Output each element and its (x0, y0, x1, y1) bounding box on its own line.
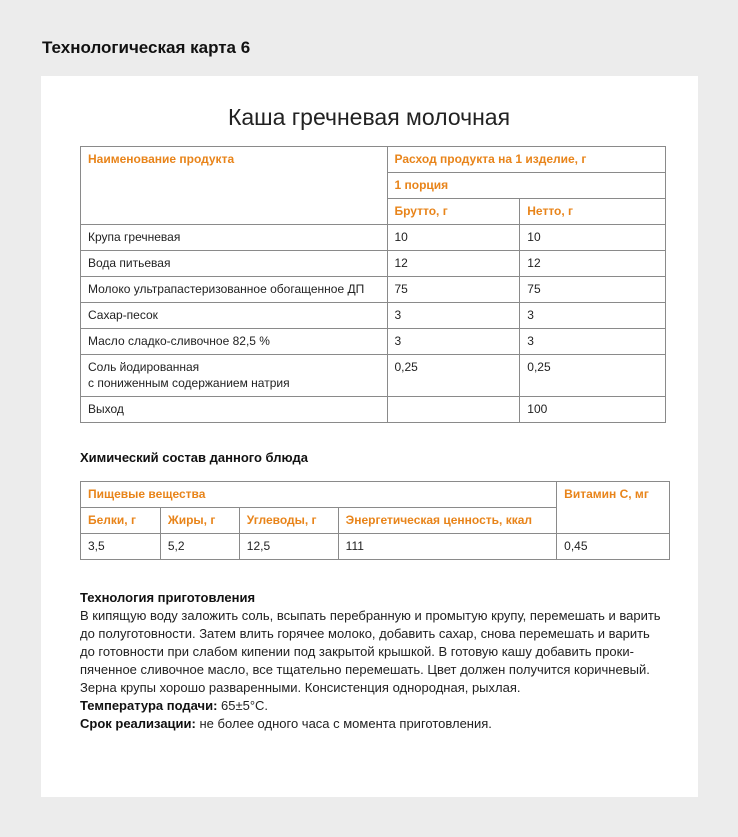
product-name: Молоко ультрапастеризованное обогащенное ДП (81, 277, 388, 303)
vitamin-value: 0,45 (557, 534, 670, 560)
shelf-life-label: Срок реализации: (80, 716, 196, 731)
netto-value: 12 (520, 251, 666, 277)
page-title: Технологическая карта 6 (42, 38, 251, 57)
netto-value: 75 (520, 277, 666, 303)
chemistry-title: Химический состав данного блюда (80, 450, 308, 465)
recipe-table (80, 146, 666, 423)
yield-brutto (387, 397, 520, 423)
netto-value: 3 (520, 329, 666, 355)
col-header-fats: Жиры, г (160, 508, 239, 534)
chemistry-table (80, 481, 670, 560)
col-header-energy: Энергетическая ценность, ккал (338, 508, 557, 534)
energy-value: 111 (338, 534, 557, 560)
yield-label: Выход (81, 397, 388, 423)
brutto-value: 10 (387, 225, 520, 251)
technology-text-line: В кипящую воду заложить соль, всыпать перебранную и промытую крупу, перемешать и варить (80, 608, 661, 623)
table-row (81, 329, 666, 355)
dish-title: Каша гречневая молочная (227, 104, 511, 130)
technology-text-line: до полуготовности. Затем влить горячее молоко, добавить сахар, снова перемешать и варить (80, 626, 650, 641)
table-row (81, 277, 666, 303)
serving-temperature (80, 697, 680, 715)
col-header-portion: 1 порция (387, 173, 666, 199)
table-row (81, 225, 666, 251)
product-name: Масло сладко-сливочное 82,5 % (81, 329, 388, 355)
shelf-life-value: не более одного часа с момента приготовления. (195, 716, 492, 731)
product-name: Вода питьевая (81, 251, 388, 277)
brutto-value: 3 (387, 303, 520, 329)
netto-value: 3 (520, 303, 666, 329)
netto-value: 10 (520, 225, 666, 251)
product-name: Крупа гречневая (81, 225, 388, 251)
chemistry-header-row (81, 482, 670, 508)
carbs-value: 12,5 (239, 534, 338, 560)
col-header-vitamin: Витамин С, мг (557, 482, 670, 534)
technology-text-line: Зерна крупы хорошо разваренными. Консистенция однородная, рыхлая. (80, 680, 521, 695)
col-header-product: Наименование продукта (81, 147, 388, 225)
brutto-value: 12 (387, 251, 520, 277)
table-row (81, 534, 670, 560)
yield-netto: 100 (520, 397, 666, 423)
fats-value: 5,2 (160, 534, 239, 560)
product-name: Сахар-песок (81, 303, 388, 329)
proteins-value: 3,5 (81, 534, 161, 560)
col-header-consumption: Расход продукта на 1 изделие, г (387, 147, 666, 173)
technology-text-line: пяченное сливочное масло, все тщательно перемешать. Цвет должен получится коричневый. (80, 662, 650, 677)
product-name (81, 355, 388, 397)
technology-title: Технология приготовления (80, 590, 256, 605)
table-row (81, 303, 666, 329)
table-row (81, 355, 666, 397)
shelf-life (80, 715, 680, 733)
technology-text-line: до готовности при слабом кипении под закрытой крышкой. В готовую кашу добавить проки- (80, 644, 634, 659)
temperature-value: 65±5°С. (217, 698, 269, 713)
col-header-nutrients: Пищевые вещества (81, 482, 557, 508)
col-header-carbs: Углеводы, г (239, 508, 338, 534)
product-name-line: с пониженным содержанием натрия (88, 376, 290, 390)
brutto-value: 75 (387, 277, 520, 303)
table-row (81, 251, 666, 277)
brutto-value: 0,25 (387, 355, 520, 397)
col-header-proteins: Белки, г (81, 508, 161, 534)
product-name-line: Соль йодированная (88, 360, 200, 374)
netto-value: 0,25 (520, 355, 666, 397)
brutto-value: 3 (387, 329, 520, 355)
technology-section (80, 589, 680, 733)
col-header-netto: Нетто, г (520, 199, 666, 225)
recipe-header-row (81, 147, 666, 173)
temperature-label: Температура подачи: (80, 698, 218, 713)
yield-row (81, 397, 666, 423)
col-header-brutto: Брутто, г (387, 199, 520, 225)
